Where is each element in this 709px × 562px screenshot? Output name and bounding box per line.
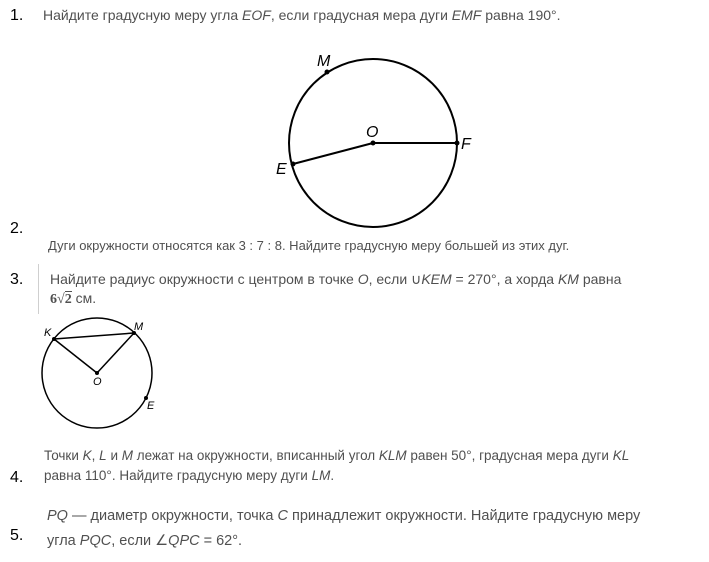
- p3-label-o: O: [93, 376, 102, 388]
- p3-label-e: E: [147, 400, 155, 412]
- problem-5-line-2: [47, 531, 242, 551]
- p3-label-k: K: [44, 327, 52, 339]
- p4-point-m: M: [121, 448, 133, 463]
- p5-angle-pqc: PQC: [79, 533, 112, 549]
- p1-arc-emf: EMF: [451, 7, 482, 23]
- p4-part-6: лежат на окружности, вписанный угол: [132, 448, 379, 463]
- p5-part-1: — диаметр окружности, точка: [67, 508, 278, 524]
- p4-point-k: K: [82, 448, 92, 463]
- p4-angle-klm: KLM: [378, 448, 407, 463]
- p3-part-4: = 270°, а хорда: [451, 271, 558, 287]
- p1-label-e: E: [276, 161, 287, 178]
- p3-part-2: , если ∪: [368, 271, 422, 287]
- p5-part-6: , если ∠: [111, 533, 169, 549]
- p1-label-o: O: [366, 124, 379, 141]
- p3-center-o: O: [357, 271, 369, 287]
- p3-radius-ok: [54, 339, 97, 373]
- p3-radius-om: [97, 333, 134, 373]
- p5-part-3: принадлежит окружности. Найдите градусную меру: [287, 508, 641, 524]
- p3-radicand: 2: [64, 292, 72, 307]
- p3-label-m: M: [134, 321, 144, 333]
- p1-part-2: , если градусная мера дуги: [270, 7, 452, 23]
- p1-label-m: M: [317, 53, 331, 70]
- p4-part-4: и: [106, 448, 122, 463]
- p3-chord-km-line: [54, 333, 134, 339]
- p3-unit: см.: [71, 290, 97, 306]
- problem-5-number: 5.: [10, 527, 24, 544]
- p4-part-12: .: [330, 468, 335, 483]
- p3-sqrt-sign: √: [57, 292, 65, 307]
- p4-part-10: равна 110°. Найдите градусную меру дуги: [44, 468, 312, 483]
- p5-diameter-pq: PQ: [47, 508, 68, 524]
- p5-angle-qpc: QPC: [168, 533, 200, 549]
- problem-4-number: 4.: [10, 469, 24, 486]
- p5-part-4: угла: [47, 533, 80, 549]
- p4-arc-lm: LM: [311, 468, 331, 483]
- problem-4-line-1: [44, 446, 629, 466]
- p1-label-f: F: [461, 136, 471, 153]
- p4-part-8: равен 50°, градусная мера дуги: [406, 448, 613, 463]
- p3-part-0: Найдите радиус окружности с центром в точке: [50, 271, 358, 287]
- problem-2-text: Дуги окружности относятся как 3 : 7 : 8. Найдите градусную меру большей из этих дуг.: [48, 238, 570, 253]
- p3-arc-kem: KEM: [421, 271, 452, 287]
- problem-1-number: 1.: [10, 7, 24, 24]
- problem-3-number: 3.: [10, 271, 24, 288]
- p4-part-2: ,: [91, 448, 100, 463]
- p3-coef: 6: [50, 292, 57, 307]
- p4-arc-kl: KL: [612, 448, 630, 463]
- p1-part-4: равна 190°.: [481, 7, 561, 23]
- p5-point-c: C: [277, 508, 288, 524]
- p4-part-0: Точки: [44, 448, 83, 463]
- p3-part-6: равна: [578, 271, 622, 287]
- p3-chord-km: KM: [557, 271, 579, 287]
- p1-angle-eof: EOF: [242, 7, 271, 23]
- p3-point-o: [95, 371, 99, 375]
- p4-point-l: L: [99, 448, 107, 463]
- p3-point-k: [52, 337, 56, 341]
- problem-4-line-2: [44, 466, 334, 486]
- problem-5-line-1: [47, 506, 640, 526]
- problem-2-number: 2.: [10, 220, 24, 237]
- p1-part-0: Найдите градусную меру угла: [43, 7, 243, 23]
- p5-part-8: = 62°.: [199, 533, 243, 549]
